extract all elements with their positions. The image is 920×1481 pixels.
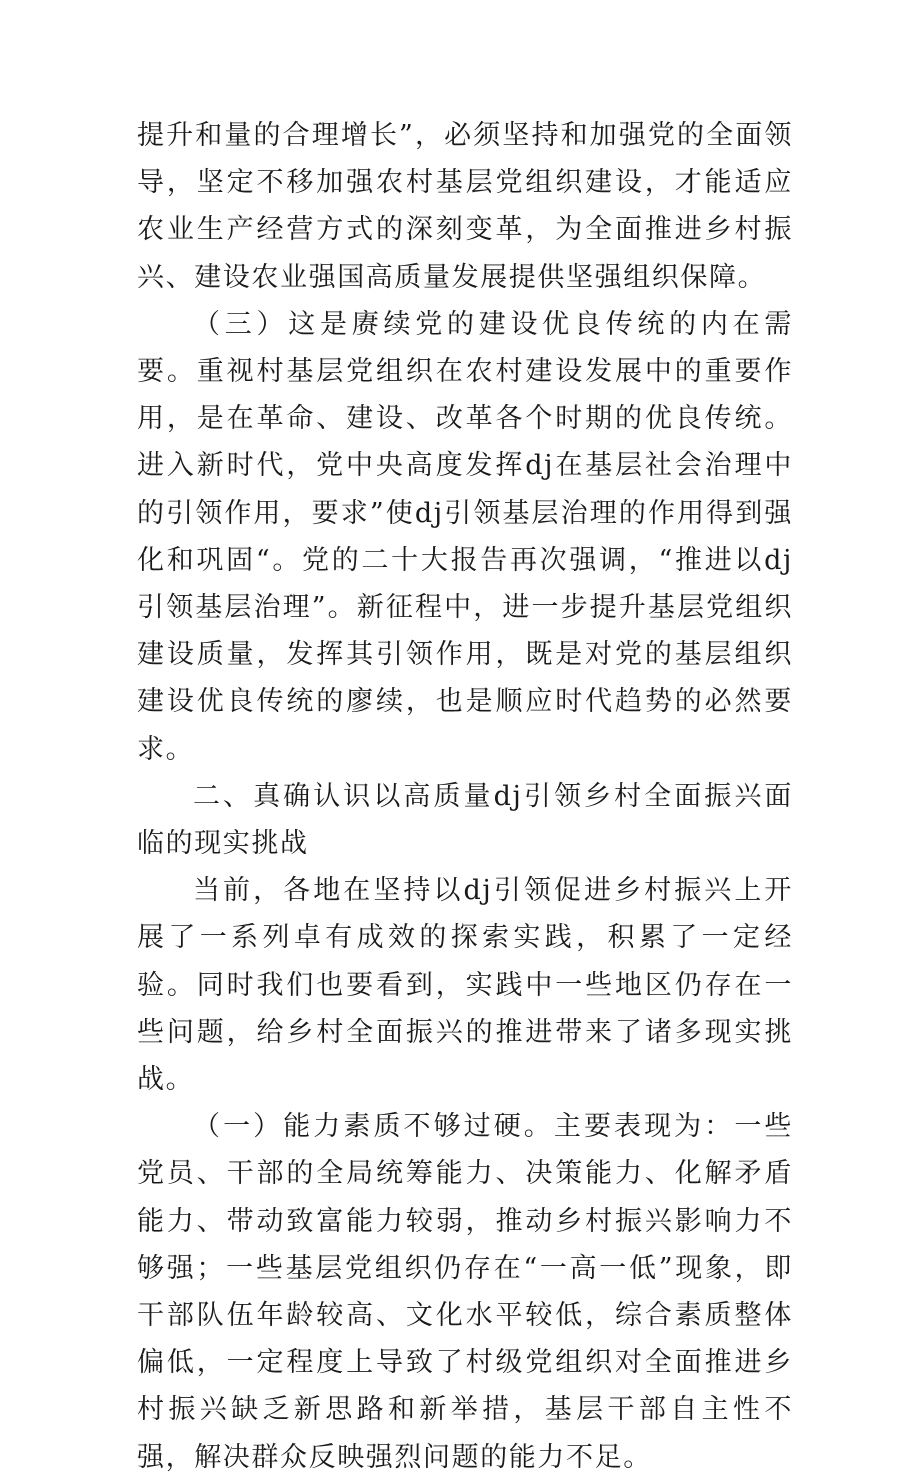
section-heading-two: 二、真确认识以高质量dj引领乡村全面振兴面临的现实挑战 xyxy=(137,780,793,860)
paragraph-section-three: （三）这是赓续党的建设优良传统的内在需要。重视村基层党组织在农村建设发展中的重要作用，是在革命、建设、改革各个时期的优良传统。进入新时代，党中央高度发挥dj在基层社会治理中的引领作用，要求”使dj引领基层治理的作用得到强化和巩固“。党的二十大报告再次强调，“推进以dj引领基层治理”。新征程中，进一步提升基层党组织建设质量，发挥其引领作用，既是对党的基层组织建设优良传统的廖续，也是顺应时代趋势的必然要求。 xyxy=(137,308,793,765)
paragraph-continuation: 提升和量的合理增长”，必须坚持和加强党的全面领导，坚定不移加强农村基层党组织建设，才能适应农业生产经营方式的深刻变革，为全面推进乡村振兴、建设农业强国高质量发展提供坚强组织保障。 xyxy=(137,120,793,293)
paragraph-intro: 当前，各地在坚持以dj引领促进乡村振兴上开展了一系列卓有成效的探索实践，积累了一定经验。同时我们也要看到，实践中一些地区仍存在一些问题，给乡村全面振兴的推进带来了诸多现实挑战。 xyxy=(137,875,793,1096)
document-body xyxy=(137,112,793,1481)
paragraph-subsection-one: （一）能力素质不够过硬。主要表现为：一些党员、干部的全局统筹能力、决策能力、化解矛盾能力、带动致富能力较弱，推动乡村振兴影响力不够强；一些基层党组织仍存在“一高一低”现象，即干部队伍年龄较高、文化水平较低，综合素质整体偏低，一定程度上导致了村级党组织对全面推进乡村振兴缺乏新思路和新举措，基层干部自主性不强，解决群众反映强烈问题的能力不足。 xyxy=(137,1111,793,1473)
